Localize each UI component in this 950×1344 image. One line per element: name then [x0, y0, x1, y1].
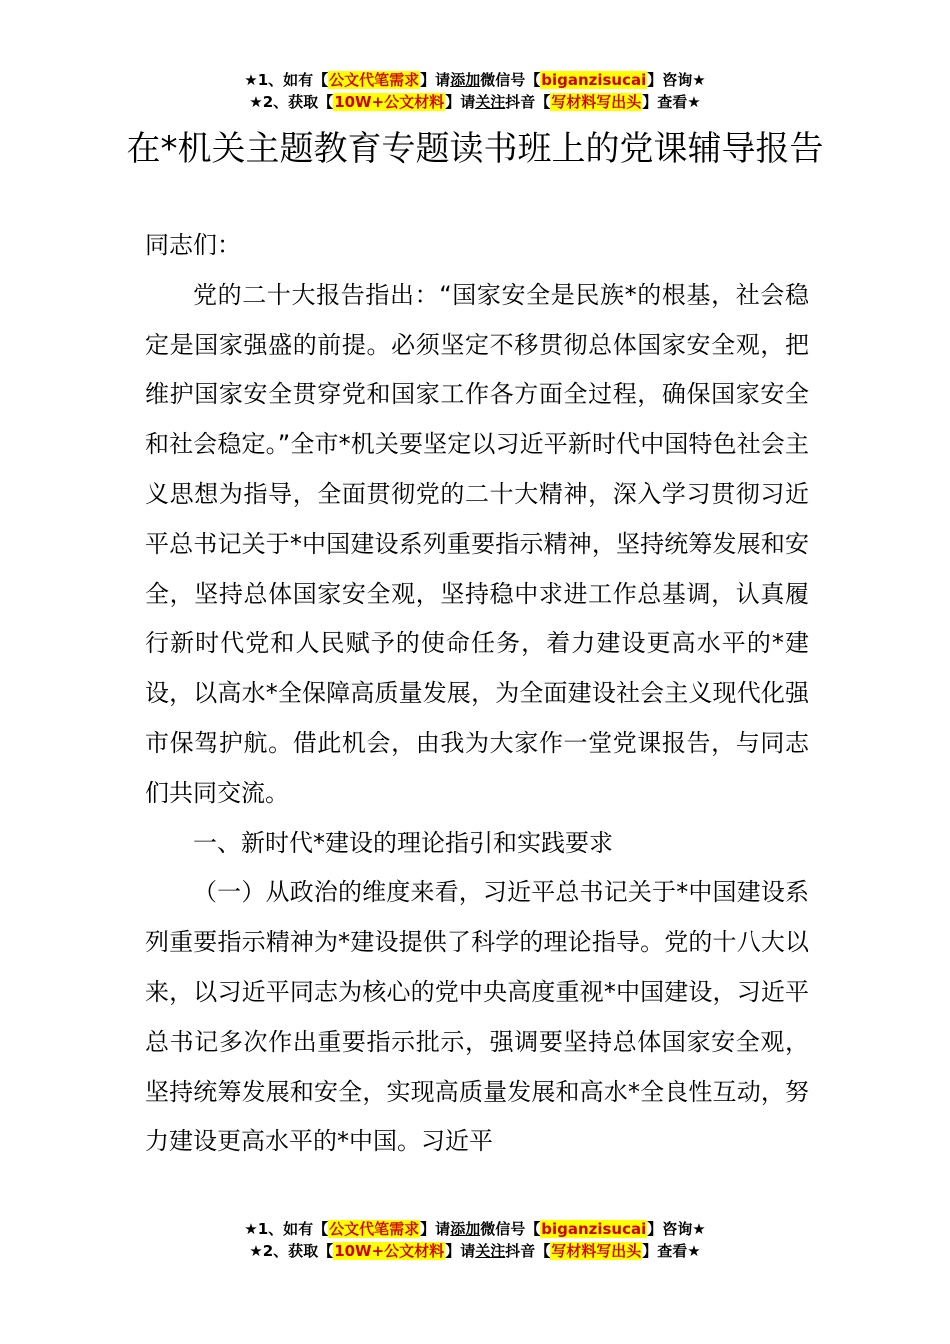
promo-text: 微信号【 [480, 71, 541, 89]
promo-banner-bottom [0, 1218, 950, 1262]
body-paragraph: 党的二十大报告指出：“国家安全是民族*的根基，社会稳定是国家强盛的前提。必须坚定不移贯彻总体国家安全观，把维护国家安全贯穿党和国家工作各方面全过程，确保国家安全和社会稳定。”全市*机关要坚定以习近平新时代中国特色社会主义思想为指导，全面贯彻党的二十大精神，深入学习贯彻习近平总书记关于*中国建设系列重要指示精神，坚持统筹发展和安全，坚持总体国家安全观，坚持稳中求进工作总基调，认真履行新时代党和人民赋予的使命任务，着力建设更高水平的*建设，以高水*全保障高质量发展，为全面建设社会主义现代化强市保驾护航。借此机会，由我为大家作一堂党课报告，与同志们共同交流。 [145, 280, 809, 807]
promo-underlined: 关注 [475, 1242, 506, 1260]
promo-highlight: 10W+公文材料 [334, 93, 445, 111]
salutation: 同志们： [145, 231, 241, 259]
promo-highlight: 公文代笔需求 [329, 71, 420, 89]
promo-text: 】请 [420, 71, 451, 89]
promo-banner-top [0, 69, 950, 113]
promo-text: ★2、获取【 [249, 93, 334, 111]
promo-highlight: 公文代笔需求 [329, 1220, 420, 1238]
promo-text: 】请 [420, 1220, 451, 1238]
promo-highlight: biganzisucai [541, 1220, 647, 1238]
promo-highlight: 写材料写出头 [551, 1242, 642, 1260]
promo-highlight: 10W+公文材料 [334, 1242, 445, 1260]
promo-text: 】查看★ [642, 93, 701, 111]
promo-underlined: 添加 [450, 1220, 481, 1238]
document-body [145, 221, 809, 1167]
promo-underlined: 关注 [475, 93, 506, 111]
section-heading: 一、新时代*建设的理论指引和实践要求 [193, 828, 613, 857]
body-paragraph: （一）从政治的维度来看，习近平总书记关于*中国建设系列重要指示精神为*建设提供了科学的理论指导。党的十八大以来，以习近平同志为核心的党中央高度重视*中国建设，习近平总书记多次作出重要指示批示，强调要坚持总体国家安全观，坚持统筹发展和安全，实现高质量发展和高水*全良性互动，努力建设更高水平的*中国。习近平 [145, 878, 809, 1156]
promo-text: ★2、获取【 [249, 1242, 334, 1260]
promo-text: 】咨询★ [647, 71, 706, 89]
document-title: 在*机关主题教育专题读书班上的党课辅导报告 [126, 129, 824, 169]
promo-line-2 [0, 1240, 950, 1262]
promo-text: 】请 [445, 1242, 476, 1260]
promo-line-1 [0, 1218, 950, 1240]
promo-text: 抖音【 [505, 93, 551, 111]
promo-line-1 [0, 69, 950, 91]
promo-highlight: 写材料写出头 [551, 93, 642, 111]
promo-text: ★1、如有【 [244, 1220, 329, 1238]
promo-text: ★1、如有【 [244, 71, 329, 89]
promo-text: 】请 [445, 93, 476, 111]
promo-text: 微信号【 [480, 1220, 541, 1238]
promo-line-2 [0, 91, 950, 113]
promo-highlight: biganzisucai [541, 71, 647, 89]
promo-underlined: 添加 [450, 71, 481, 89]
promo-text: 】咨询★ [647, 1220, 706, 1238]
promo-text: 抖音【 [505, 1242, 551, 1260]
promo-text: 】查看★ [642, 1242, 701, 1260]
